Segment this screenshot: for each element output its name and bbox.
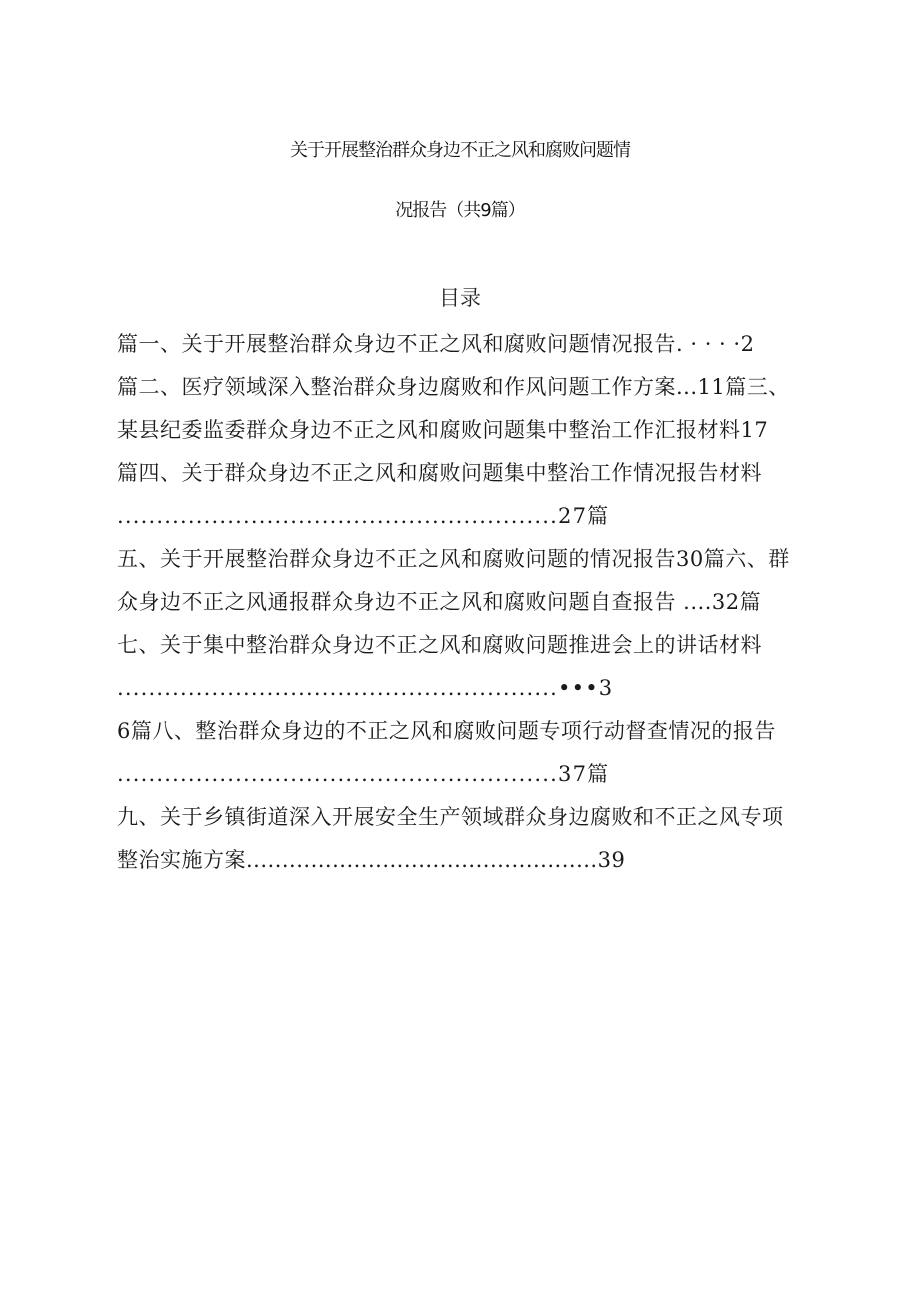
toc-line: 七、关于集中整治群众身边不正之风和腐败问题推进会上的讲话材料 — [117, 633, 762, 657]
toc-line: 某县纪委监委群众身边不正之风和腐败问题集中整治工作汇报材料17 — [117, 418, 769, 442]
toc-line: 众身边不正之风通报群众身边不正之风和腐败问题自查报告 ....32篇 — [117, 590, 762, 614]
toc-line: ........................................................27篇 — [117, 504, 610, 528]
toc-line: 6篇八、整治群众身边的不正之风和腐败问题专项行动督查情况的报告 — [117, 719, 776, 743]
toc-line: 五、关于开展整治群众身边不正之风和腐败问题的情况报告30篇六、群 — [117, 547, 790, 571]
document-title-line-1: 关于开展整治群众身边不正之风和腐败问题情 — [290, 140, 630, 161]
toc-line: 篇一、关于开展整治群众身边不正之风和腐败问题情况报告. · · · ·2 — [117, 332, 755, 356]
toc-heading: 目录 — [439, 286, 481, 310]
toc-line: ........................................................•••3 — [117, 676, 614, 700]
toc-line: 篇四、关于群众身边不正之风和腐败问题集中整治工作情况报告材料 — [117, 461, 762, 485]
toc-line: ........................................................37篇 — [117, 762, 610, 786]
toc-line: 篇二、医疗领域深入整治群众身边腐败和作风问题工作方案...11篇三、 — [117, 375, 790, 399]
toc-line: 整治实施方案.................................................39 — [117, 848, 626, 872]
document-title-line-2: 况报告（共9篇） — [395, 200, 525, 221]
toc-line: 九、关于乡镇街道深入开展安全生产领域群众身边腐败和不正之风专项 — [117, 805, 784, 829]
